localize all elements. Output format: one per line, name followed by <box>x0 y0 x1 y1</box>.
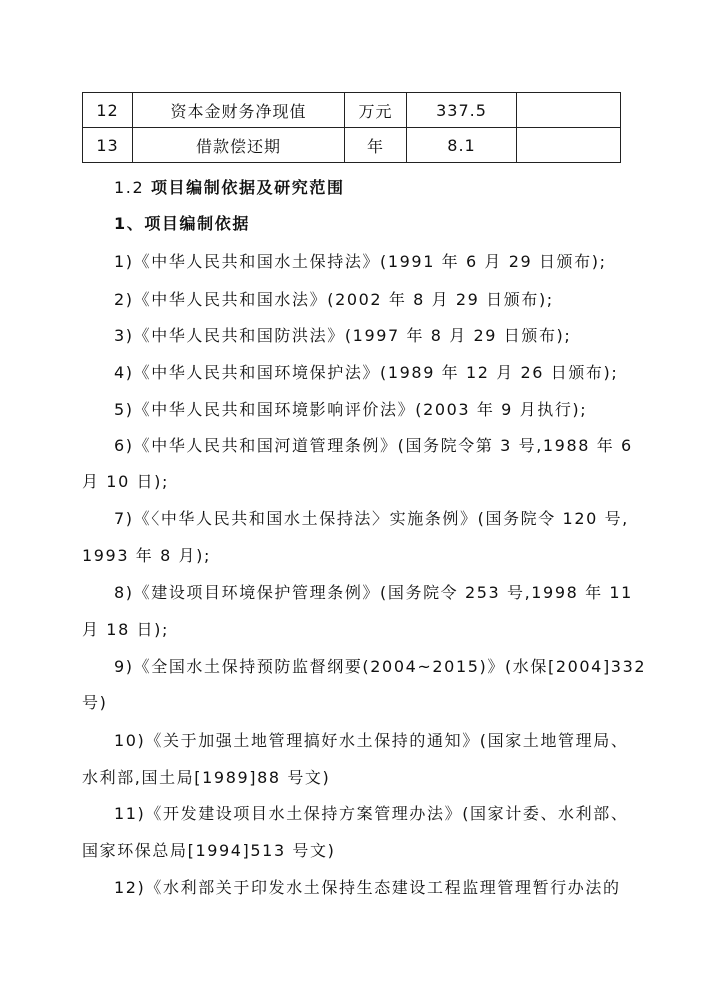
row-number: 13 <box>83 128 133 163</box>
list-item-continuation: 国家环保总局[1994]513 号文) <box>82 841 336 860</box>
list-item-continuation: 月 18 日); <box>82 620 169 639</box>
indicator-table <box>82 92 621 163</box>
list-item-continuation: 号) <box>82 693 108 712</box>
indicator-name: 借款偿还期 <box>133 128 345 163</box>
list-item: 5)《中华人民共和国环境影响评价法》(2003 年 9 月执行); <box>114 400 588 419</box>
table-row <box>83 128 621 163</box>
list-item-continuation: 月 10 日); <box>82 472 169 491</box>
list-item: 7)《〈中华人民共和国水土保持法〉实施条例》(国务院令 120 号, <box>114 509 629 528</box>
list-item: 8)《建设项目环境保护管理条例》(国务院令 253 号,1998 年 11 <box>114 583 633 602</box>
table-row <box>83 93 621 128</box>
list-item: 3)《中华人民共和国防洪法》(1997 年 8 月 29 日颁布); <box>114 326 572 345</box>
indicator-note <box>517 128 621 163</box>
list-item: 2)《中华人民共和国水法》(2002 年 8 月 29 日颁布); <box>114 290 554 309</box>
list-item-continuation: 1993 年 8 月); <box>82 546 211 565</box>
section-heading <box>114 175 345 198</box>
indicator-unit: 万元 <box>345 93 407 128</box>
list-item-continuation: 水利部,国土局[1989]88 号文) <box>82 768 331 787</box>
list-item: 6)《中华人民共和国河道管理条例》(国务院令第 3 号,1988 年 6 <box>114 436 633 455</box>
indicator-value: 8.1 <box>407 128 517 163</box>
subsection-title: 1、项目编制依据 <box>114 214 250 233</box>
list-item: 9)《全国水土保持预防监督纲要(2004~2015)》(水保[2004]332 <box>114 657 647 676</box>
list-item: 11)《开发建设项目水土保持方案管理办法》(国家计委、水利部、 <box>114 804 629 823</box>
indicator-name: 资本金财务净现值 <box>133 93 345 128</box>
section-title: 项目编制依据及研究范围 <box>150 178 345 197</box>
indicator-note <box>517 93 621 128</box>
list-item: 4)《中华人民共和国环境保护法》(1989 年 12 月 26 日颁布); <box>114 363 619 382</box>
section-number: 1.2 <box>114 178 145 197</box>
indicator-unit: 年 <box>345 128 407 163</box>
row-number: 12 <box>83 93 133 128</box>
list-item: 12)《水利部关于印发水土保持生态建设工程监理管理暂行办法的 <box>114 878 621 897</box>
list-item: 10)《关于加强土地管理搞好水土保持的通知》(国家土地管理局、 <box>114 731 629 750</box>
list-item: 1)《中华人民共和国水土保持法》(1991 年 6 月 29 日颁布); <box>114 252 607 271</box>
indicator-value: 337.5 <box>407 93 517 128</box>
